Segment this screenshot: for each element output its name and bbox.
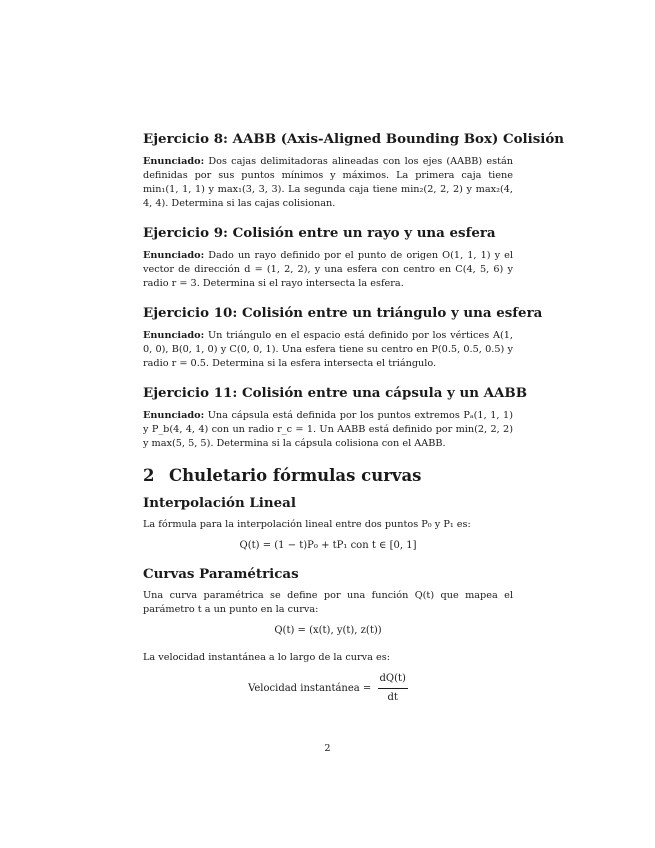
velocity-label: Velocidad instantánea = <box>248 683 372 694</box>
statement-label: Enunciado: <box>143 410 205 421</box>
exercise-title: Ejercicio 10: Colisión entre un triángulo y una esfera <box>143 305 543 321</box>
subsection-parametric-title: Curvas Paramétricas <box>143 566 299 582</box>
statement-label: Enunciado: <box>143 330 205 341</box>
velocity-text: La velocidad instantánea a lo largo de la curva es: <box>143 652 390 663</box>
exercise-statement <box>143 249 513 291</box>
statement-label: Enunciado: <box>143 156 205 167</box>
exercise-8 <box>143 131 565 211</box>
exercise-10 <box>143 305 543 371</box>
parametric-text: Una curva paramétrica se define por una función Q(t) que mapea el parámetro t a un punto en la curva: <box>143 590 513 615</box>
parametric-equation: Q(t) = (x(t), y(t), z(t)) <box>274 625 382 636</box>
exercise-11 <box>143 385 528 451</box>
section-heading <box>143 465 513 487</box>
exercise-title: Ejercicio 8: AABB (Axis-Aligned Bounding Box) Colisión <box>143 131 565 147</box>
statement-text: Una cápsula está definida por los puntos extremos Pₐ(1, 1, 1) y P_b(4, 4, 4) con un radio r_c = 1. Un AABB está definido por min(2, 2, 2) y max(5, 5, 5). Determina si la cápsula colisiona con el AABB. <box>143 410 513 449</box>
document-page <box>143 131 565 718</box>
interpolation-text: La fórmula para la interpolación lineal entre dos puntos P₀ y P₁ es: <box>143 519 471 530</box>
exercise-statement <box>143 329 513 371</box>
exercise-statement <box>143 155 513 211</box>
section-title: Chuletario fórmulas curvas <box>169 466 422 485</box>
statement-text: Un triángulo en el espacio está definido por los vértices A(1, 0, 0), B(0, 1, 0) y C(0, 0, 1). Una esfera tiene su centro en P(0.5, 0.5, 0.5) y radio r = 0.5. Determina si la esfera intersecta el triángulo. <box>143 330 513 369</box>
exercise-9 <box>143 225 513 291</box>
exercise-title: Ejercicio 11: Colisión entre una cápsula y un AABB <box>143 385 528 401</box>
interpolation-equation: Q(t) = (1 − t)P₀ + tP₁ con t ∈ [0, 1] <box>239 540 417 551</box>
exercise-title: Ejercicio 9: Colisión entre un rayo y una esfera <box>143 225 496 241</box>
velocity-equation <box>143 671 513 706</box>
subsection-interpolation-title: Interpolación Lineal <box>143 495 296 511</box>
fraction-numerator: dQ(t) <box>378 671 408 689</box>
statement-text: Dado un rayo definido por el punto de origen O(1, 1, 1) y el vector de dirección d = (1, 2, 2), y una esfera con centro en C(4, 5, 6) y radio r = 3. Determina si el rayo intersecta la esfera. <box>143 250 513 289</box>
section-number: 2 <box>143 466 155 485</box>
fraction-denominator: dt <box>387 692 398 703</box>
page-number: 2 <box>324 743 331 754</box>
statement-label: Enunciado: <box>143 250 205 261</box>
exercise-statement <box>143 409 513 451</box>
velocity-fraction <box>378 671 408 706</box>
statement-text: Dos cajas delimitadoras alineadas con los ejes (AABB) están definidas por sus puntos mínimos y máximos. La primera caja tiene min₁(1, 1, 1) y max₁(3, 3, 3). La segunda caja tiene min₂(2, 2, 2) y max₂(4, 4, 4). Determina si las cajas colisionan. <box>143 156 513 209</box>
